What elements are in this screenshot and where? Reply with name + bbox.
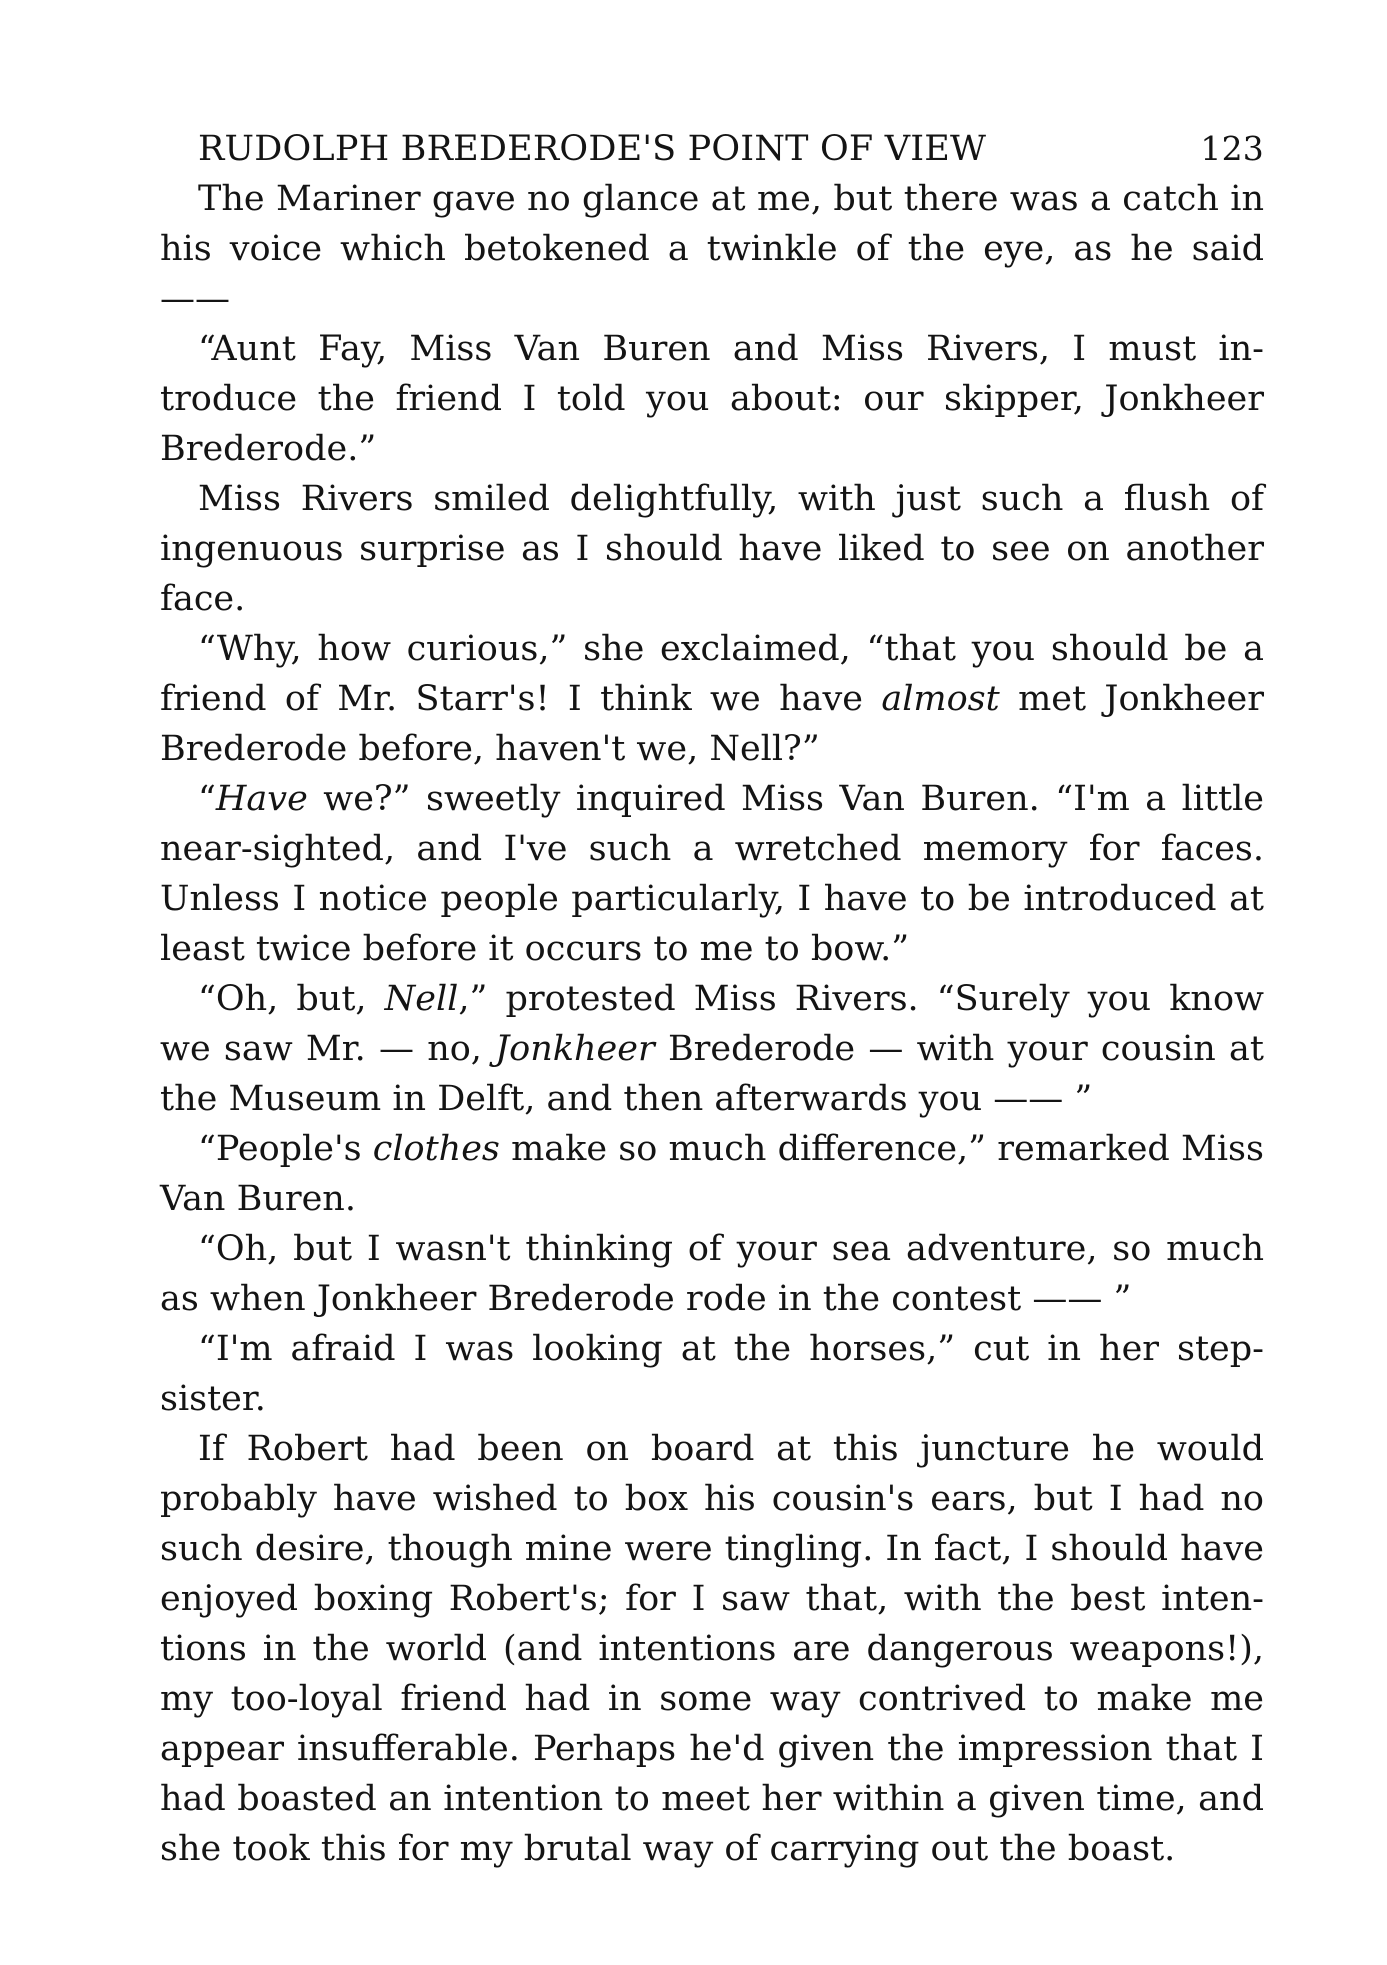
paragraph bbox=[160, 624, 1264, 774]
text-run: “Aunt Fay, Miss Van Buren and Miss Rivers, I must introduce the friend I told you about: our skipper, Jonkheer Brederode.” bbox=[160, 329, 1264, 469]
text-run: “ bbox=[198, 779, 216, 819]
text-run: “Oh, but I wasn't thinking of your sea adventure, so much as when Jonkheer Brederode rode in the contest —— ” bbox=[160, 1229, 1264, 1319]
paragraph bbox=[160, 1424, 1264, 1874]
paragraph bbox=[160, 174, 1264, 324]
text-run: make so much difference,” remarked Miss Van Buren. bbox=[160, 1129, 1264, 1219]
text-run: The Mariner gave no glance at me, but there was a catch in his voice which betokened a twinkle of the eye, as he said —— bbox=[160, 179, 1264, 319]
text-run: ,” protested Miss Rivers. “Surely you know we saw Mr. — no, bbox=[160, 979, 1264, 1069]
text-run: If Robert had been on board at this juncture he would probably have wished to box his cousin's ears, but I had no such desire, though mine were tingling. In fact, I should have enjoyed boxing Robert's; for I saw that, with the best intentions in the world (and intentions are dangerous weapons!), my too-loyal friend had in some way contrived to make me appear insufferable. Perhaps he'd given the impression that I had boasted an intention to meet her within a given time, and she took this for my brutal way of carrying out the boast. bbox=[160, 1429, 1264, 1869]
text-run: “I'm afraid I was looking at the horses,” cut in her stepsister. bbox=[160, 1329, 1264, 1419]
italic-text: Jonkheer bbox=[495, 1029, 655, 1069]
text-run: “People's bbox=[198, 1129, 373, 1169]
text-run: we?” sweetly inquired Miss Van Buren. “I'm a little near-sighted, and I've such a wretched memory for faces. Unless I notice people particularly, I have to be introduced at least twice before it occurs to me to bow.” bbox=[160, 779, 1264, 969]
paragraph bbox=[160, 1324, 1264, 1424]
text-run: Brederode — with your cousin at the Museum in Delft, and then afterwards you —— ” bbox=[160, 1029, 1264, 1119]
paragraph bbox=[160, 474, 1264, 624]
running-header bbox=[160, 124, 1264, 174]
paragraph bbox=[160, 1124, 1264, 1224]
text-run: met Jonkheer Brederode before, haven't we, Nell?” bbox=[160, 679, 1264, 769]
running-title: RUDOLPH BREDERODE'S POINT OF VIEW bbox=[198, 129, 987, 169]
page-number: 123 bbox=[1200, 129, 1264, 168]
text-run: “Why, how curious,” she exclaimed, “that you should be a friend of Mr. Starr's! I think we have bbox=[160, 629, 1264, 719]
paragraph bbox=[160, 974, 1264, 1124]
paragraph bbox=[160, 1224, 1264, 1324]
italic-text: Have bbox=[215, 779, 308, 819]
text-run: “Oh, but, bbox=[198, 979, 385, 1019]
italic-text: clothes bbox=[372, 1129, 500, 1169]
italic-text: Nell bbox=[384, 979, 459, 1019]
book-page bbox=[160, 124, 1264, 1874]
paragraph bbox=[160, 324, 1264, 474]
paragraph bbox=[160, 774, 1264, 974]
text-run: Miss Rivers smiled delightfully, with just such a flush of ingenuous surprise as I should have liked to see on another face. bbox=[160, 479, 1264, 619]
body-text bbox=[160, 174, 1264, 1874]
italic-text: almost bbox=[881, 679, 1000, 719]
